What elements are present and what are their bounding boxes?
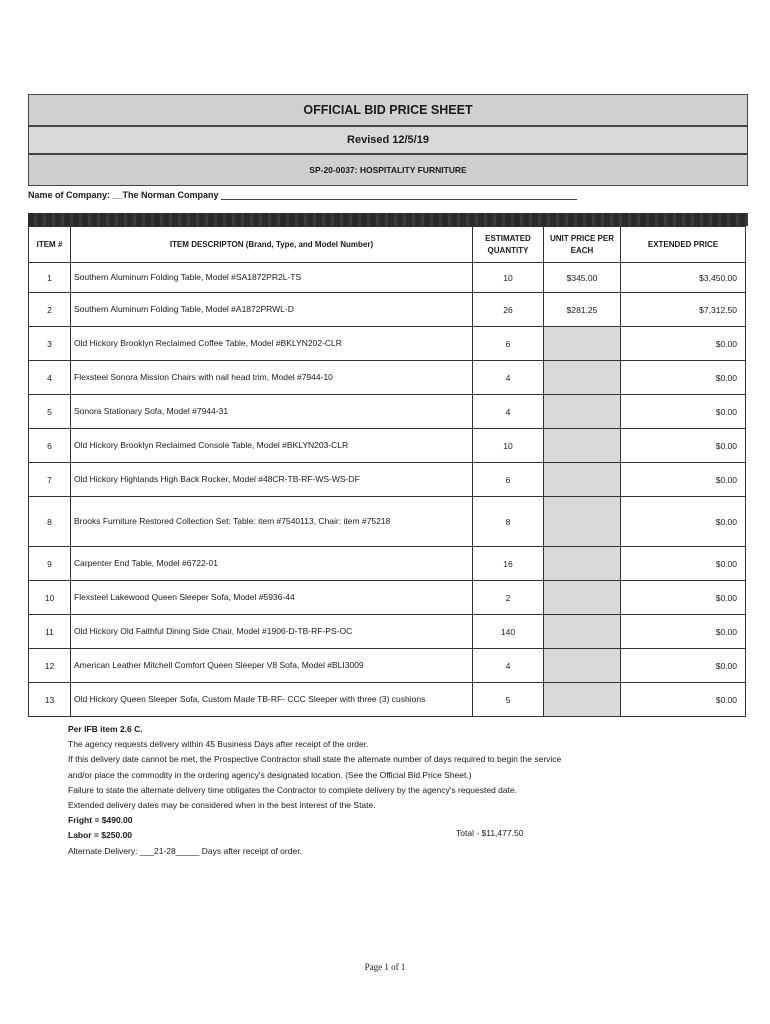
alternate-delivery-label: Alternate Delivery: [68, 845, 138, 856]
item-number: 1 [29, 263, 71, 293]
labor-charge: Labor = $250.00 [68, 830, 133, 841]
item-unit-price [544, 395, 621, 429]
item-number: 8 [29, 497, 71, 547]
table-header-bar [28, 213, 748, 226]
item-extended-price: $0.00 [621, 615, 746, 649]
item-description: Old Hickory Queen Sleeper Sofa, Custom Made TB-RF- CCC Sleeper with three (3) cushions [71, 683, 473, 717]
item-description: Southern Aluminum Folding Table, Model #SA1872PR2L-TS [71, 263, 473, 293]
item-unit-price [544, 581, 621, 615]
item-description: Old Hickory Highlands High Back Rocker, Model #48CR-TB-RF-WS-WS-DF [71, 463, 473, 497]
item-quantity: 6 [473, 327, 544, 361]
table-row [29, 395, 746, 429]
item-quantity: 4 [473, 649, 544, 683]
total-amount: Total - $11,477.50 [456, 828, 524, 838]
notes-line-2: If this delivery date cannot be met, the Prospective Contractor shall state the alternate number of days required to begin the service [68, 754, 562, 765]
item-description: Old Hickory Old Faithful Dining Side Chair, Model #1906-D-TB-RF-PS-OC [71, 615, 473, 649]
alternate-delivery [68, 844, 708, 859]
item-unit-price [544, 361, 621, 395]
column-header-quantity: ESTIMATED QUANTITY [473, 227, 544, 263]
alternate-delivery-suffix: Days after receipt of order. [201, 845, 302, 856]
item-description: Carpenter End Table, Model #6722-01 [71, 547, 473, 581]
item-number: 7 [29, 463, 71, 497]
item-unit-price [544, 463, 621, 497]
item-description: Brooks Furniture Restored Collection Set: Table: item #7540113, Chair: item #75218 [71, 497, 473, 547]
item-number: 9 [29, 547, 71, 581]
table-row [29, 293, 746, 327]
notes-reference: Per IFB item 2.6 C. [68, 724, 143, 734]
item-unit-price [544, 327, 621, 361]
item-description: Sonora Stationary Sofa, Model #7944-31 [71, 395, 473, 429]
column-header-item: ITEM # [29, 227, 71, 263]
item-unit-price: $345.00 [544, 263, 621, 293]
item-quantity: 8 [473, 497, 544, 547]
item-quantity: 5 [473, 683, 544, 717]
item-quantity: 10 [473, 429, 544, 463]
table-row [29, 581, 746, 615]
item-number: 6 [29, 429, 71, 463]
table-row [29, 429, 746, 463]
item-quantity: 10 [473, 263, 544, 293]
item-quantity: 16 [473, 547, 544, 581]
item-unit-price [544, 615, 621, 649]
table-row [29, 263, 746, 293]
item-extended-price: $0.00 [621, 429, 746, 463]
item-quantity: 4 [473, 395, 544, 429]
table-row [29, 649, 746, 683]
company-underline [221, 199, 577, 200]
item-unit-price [544, 497, 621, 547]
item-extended-price: $0.00 [621, 547, 746, 581]
item-extended-price: $0.00 [621, 463, 746, 497]
notes-line-1: The agency requests delivery within 45 Business Days after receipt of the order. [68, 739, 369, 750]
delivery-notes [68, 722, 708, 859]
company-label: Name of Company: [28, 190, 111, 200]
solicitation-title: SP-20-0037: HOSPITALITY FURNITURE [28, 154, 748, 186]
notes-line-5: Extended delivery dates may be considered when in the best interest of the State. [68, 800, 376, 811]
item-unit-price [544, 649, 621, 683]
item-number: 10 [29, 581, 71, 615]
column-header-unit-price: UNIT PRICE PER EACH [544, 227, 621, 263]
notes-line-3: and/or place the commodity in the ordering agency's designated location. (See the Official Bid Price Sheet.) [68, 769, 472, 780]
item-unit-price [544, 429, 621, 463]
item-number: 4 [29, 361, 71, 395]
item-number: 3 [29, 327, 71, 361]
item-description: Flexsteel Lakewood Queen Sleeper Sofa, Model #5936-44 [71, 581, 473, 615]
item-quantity: 140 [473, 615, 544, 649]
item-extended-price: $0.00 [621, 361, 746, 395]
bid-price-table [28, 226, 746, 717]
column-header-description: ITEM DESCRIPTON (Brand, Type, and Model Number) [71, 227, 473, 263]
table-row [29, 497, 746, 547]
table-row [29, 327, 746, 361]
item-number: 5 [29, 395, 71, 429]
revised-date: Revised 12/5/19 [28, 126, 748, 154]
item-extended-price: $0.00 [621, 649, 746, 683]
notes-line-4: Failure to state the alternate delivery time obligates the Contractor to complete delivery by the agency's requested date. [68, 784, 518, 795]
column-header-extended-price: EXTENDED PRICE [621, 227, 746, 263]
item-extended-price: $0.00 [621, 327, 746, 361]
item-quantity: 2 [473, 581, 544, 615]
item-extended-price: $3,450.00 [621, 263, 746, 293]
item-description: Old Hickory Brooklyn Reclaimed Console Table, Model #BKLYN203-CLR [71, 429, 473, 463]
item-number: 13 [29, 683, 71, 717]
item-extended-price: $7,312.50 [621, 293, 746, 327]
item-number: 11 [29, 615, 71, 649]
item-unit-price: $281.25 [544, 293, 621, 327]
item-quantity: 4 [473, 361, 544, 395]
item-extended-price: $0.00 [621, 395, 746, 429]
item-description: American Leather Mitchell Comfort Queen Sleeper V8 Sofa, Model #BLI3009 [71, 649, 473, 683]
item-description: Southern Aluminum Folding Table, Model #A1872PRWL-D [71, 293, 473, 327]
item-extended-price: $0.00 [621, 497, 746, 547]
item-extended-price: $0.00 [621, 581, 746, 615]
item-quantity: 26 [473, 293, 544, 327]
page-number: Page 1 of 1 [364, 962, 406, 972]
company-name-row [28, 190, 577, 200]
item-number: 12 [29, 649, 71, 683]
table-row [29, 683, 746, 717]
item-description: Flexsteel Sonora Mission Chairs with nail head trim, Model #7944-10 [71, 361, 473, 395]
sheet-title: OFFICIAL BID PRICE SHEET [28, 94, 748, 126]
item-unit-price [544, 683, 621, 717]
table-row [29, 615, 746, 649]
table-row [29, 547, 746, 581]
alternate-delivery-value: ___21-28_____ [139, 845, 200, 856]
freight-charge: Fright = $490.00 [68, 815, 133, 826]
table-row [29, 361, 746, 395]
item-unit-price [544, 547, 621, 581]
item-number: 2 [29, 293, 71, 327]
company-value: __The Norman Company [112, 190, 219, 200]
item-quantity: 6 [473, 463, 544, 497]
item-description: Old Hickory Brooklyn Reclaimed Coffee Table, Model #BKLYN202-CLR [71, 327, 473, 361]
table-row [29, 463, 746, 497]
item-extended-price: $0.00 [621, 683, 746, 717]
